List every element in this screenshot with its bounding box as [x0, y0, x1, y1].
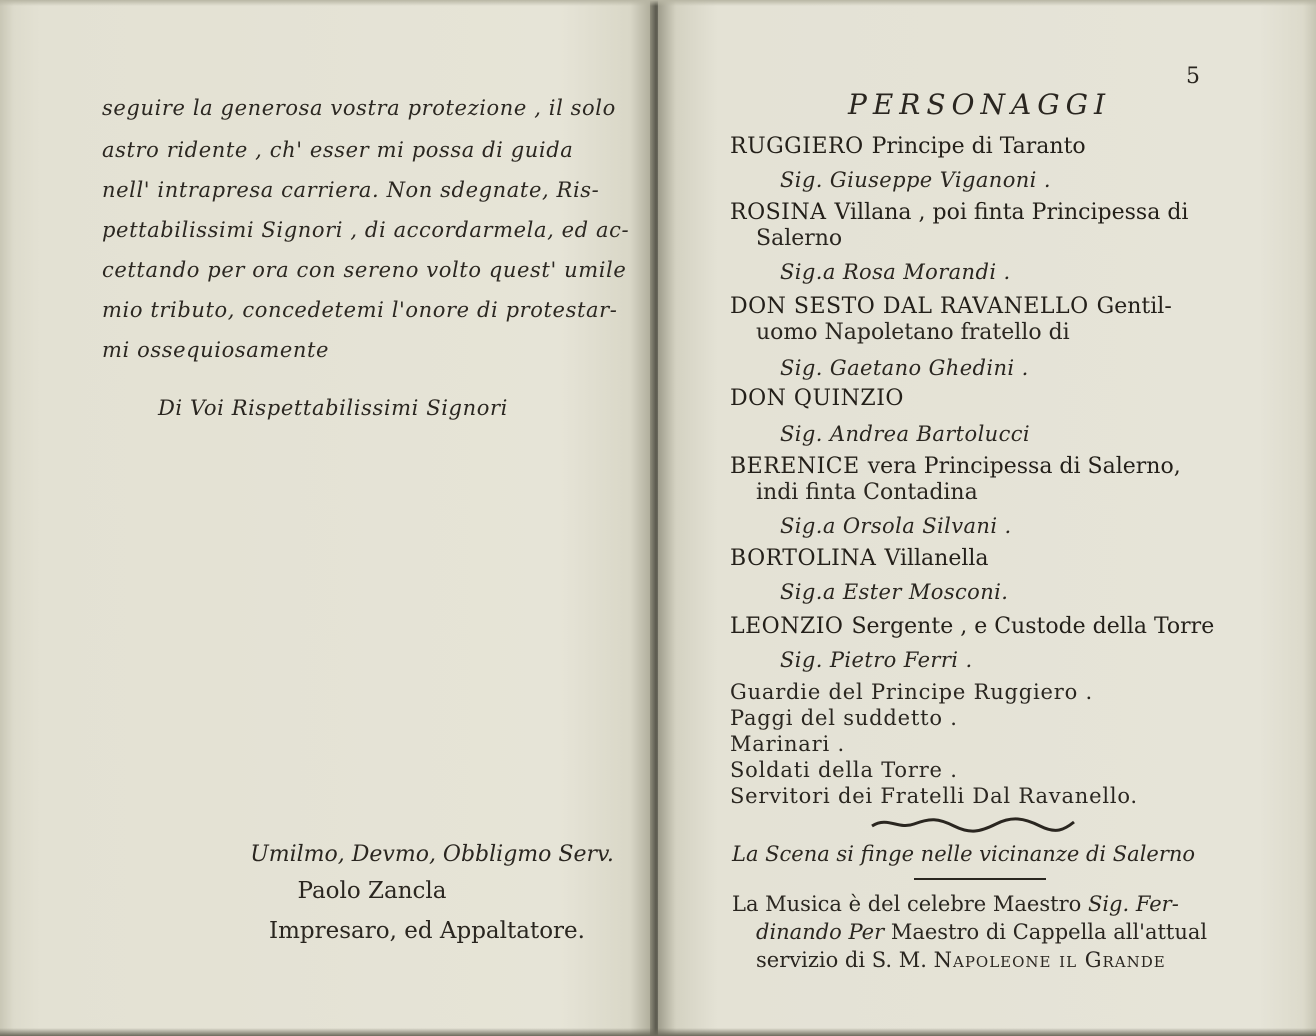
musica-line-3 [756, 948, 1166, 972]
ornament-divider-icon [868, 814, 1078, 834]
role-name: RUGGIERO [730, 134, 864, 159]
role-desc: Villanella [884, 546, 989, 571]
singer-bortolina: Sig.a Ester Mosconi. [780, 580, 1009, 604]
role-don-quinzio [730, 386, 912, 411]
divider-rule [914, 878, 1046, 880]
role-name: BERENICE [730, 454, 860, 479]
left-text-line-4: pettabilissimi Signori , di accordarmela, ed ac- [102, 218, 630, 242]
extra-line-2: Paggi del suddetto . [730, 706, 958, 730]
role-desc: Sergente , e Custode della Torre [851, 614, 1215, 639]
role-desc: Principe di Taranto [871, 134, 1086, 159]
signature-name: Paolo Zancla [297, 878, 447, 904]
extra-line-4: Soldati della Torre . [730, 758, 958, 782]
role-desc: vera Principessa di Salerno, [867, 454, 1181, 479]
singer-berenice: Sig.a Orsola Silvani . [780, 514, 1012, 538]
left-text-line-7: mi ossequiosamente [102, 338, 330, 362]
role-don-sesto-cont: uomo Napoletano fratello di [756, 320, 1070, 345]
left-text-line-3: nell' intrapresa carriera. Non sdegnate, Ris- [102, 178, 600, 202]
singer-don-sesto: Sig. Gaetano Ghedini . [780, 356, 1029, 380]
signature-line-1: Umilmo, Devmo, Obbligmo Serv. [250, 842, 614, 867]
role-bortolina [730, 546, 989, 571]
scene-note: La Scena si finge nelle vicinanze di Salerno [732, 842, 1196, 866]
singer-don-quinzio: Sig. Andrea Bartolucci [780, 422, 1031, 446]
musica-italic: dinando Per [756, 920, 885, 944]
role-desc: Villana , poi finta Principessa di [834, 200, 1189, 225]
extra-line-1: Guardie del Principe Ruggiero . [730, 680, 1094, 704]
left-text-line-2: astro ridente , ch' esser mi possa di guida [102, 138, 574, 162]
role-rosina [730, 200, 1188, 225]
page-number: 5 [1186, 64, 1200, 89]
role-name: LEONZIO [730, 614, 844, 639]
role-rosina-cont: Salerno [756, 226, 843, 251]
signature-title: Impresaro, ed Appaltatore. [269, 918, 585, 944]
role-ruggiero [730, 134, 1086, 159]
left-text-line-1: seguire la generosa vostra protezione , il solo [102, 96, 616, 120]
musica-italic: Sig. Fer- [1087, 892, 1179, 916]
role-berenice-cont: indi finta Contadina [756, 480, 978, 505]
role-name: DON SESTO DAL RAVANELLO [730, 294, 1089, 319]
musica-caps: Napoleone il Grande [933, 948, 1166, 972]
role-leonzio [730, 614, 1214, 639]
singer-leonzio: Sig. Pietro Ferri . [780, 648, 973, 672]
left-text-line-6: mio tributo, concedetemi l'onore di protestar- [102, 298, 618, 322]
bottom-edge-shadow [0, 1028, 1316, 1036]
top-edge-shadow [0, 0, 1316, 6]
role-berenice [730, 454, 1181, 479]
extra-line-3: Marinari . [730, 732, 845, 756]
left-text-line-5: cettando per ora con sereno volto quest' umile [102, 258, 627, 282]
musica-line-1 [732, 892, 1179, 916]
role-don-sesto [730, 294, 1172, 319]
singer-rosina: Sig.a Rosa Morandi . [780, 260, 1011, 284]
musica-text: Maestro di Cappella all'attual [884, 920, 1208, 944]
role-name: DON QUINZIO [730, 386, 904, 411]
closing-salutation: Di Voi Rispettabilissimi Signori [158, 396, 508, 420]
musica-text: servizio di S. M. [756, 948, 934, 972]
role-name: ROSINA [730, 200, 827, 225]
page-heading: PERSONAGGI [848, 88, 1112, 121]
role-name: BORTOLINA [730, 546, 877, 571]
singer-ruggiero: Sig. Giuseppe Viganoni . [780, 168, 1051, 192]
role-desc: Gentil- [1096, 294, 1172, 319]
extra-line-5: Servitori dei Fratelli Dal Ravanello. [730, 784, 1138, 808]
left-page [0, 0, 654, 1036]
musica-line-2 [756, 920, 1207, 944]
musica-text: La Musica è del celebre Maestro [732, 892, 1088, 916]
